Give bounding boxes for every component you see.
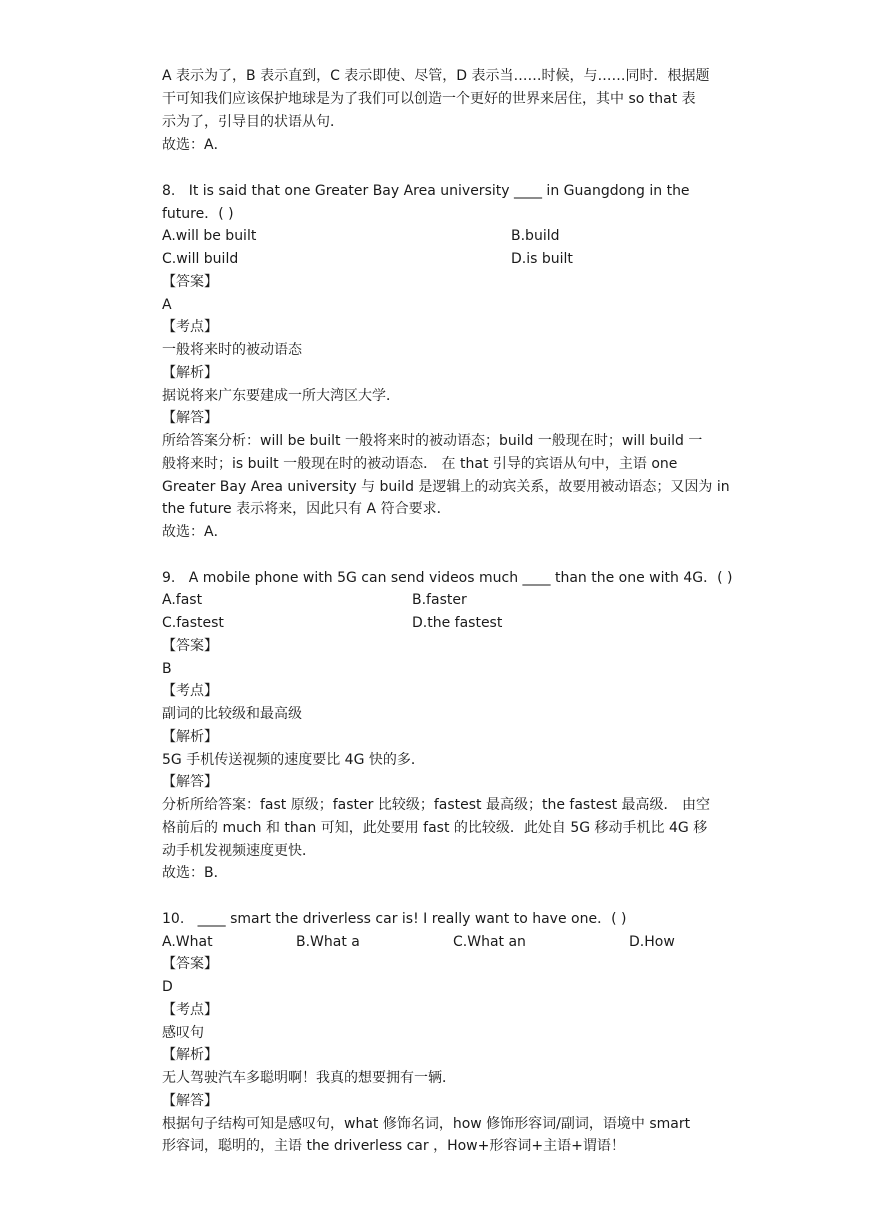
q9-answer: B	[162, 661, 172, 677]
q8-analysis-label: 【解析】	[162, 365, 218, 381]
q10-answer-label: 【答案】	[162, 956, 218, 972]
q10-option-a: A.What	[162, 934, 213, 950]
q8-option-c: C.will build	[162, 251, 239, 267]
q10-analysis-label: 【解析】	[162, 1047, 218, 1063]
q8-solution-line: Greater Bay Area university 与 build 是逻辑上的动宾关系，故要用被动语态；又因为 in	[162, 479, 730, 495]
q10-option-c: C.What an	[453, 934, 526, 950]
q8-point-label: 【考点】	[162, 319, 218, 335]
q8-answer: A	[162, 297, 172, 313]
intro-line: 干可知我们应该保护地球是为了我们可以创造一个更好的世界来居住，其中 so that 表	[162, 91, 696, 107]
q10-point: 感叹句	[162, 1025, 204, 1041]
q9-option-a: A.fast	[162, 592, 203, 608]
q10-analysis: 无人驾驶汽车多聪明啊！我真的想要拥有一辆．	[162, 1070, 456, 1086]
q9-choice: 故选：B．	[162, 865, 228, 881]
q9-point-label: 【考点】	[162, 683, 218, 699]
intro-line: A 表示为了，B 表示直到，C 表示即使、尽管，D 表示当……时候，与……同时．根据题	[162, 68, 710, 84]
q8-choice: 故选：A．	[162, 524, 228, 540]
q9-option-d: D.the fastest	[412, 615, 503, 631]
q8-stem: 8. It is said that one Greater Bay Area university ____ in Guangdong in the	[162, 183, 690, 199]
q8-solution-label: 【解答】	[162, 410, 218, 426]
q10-stem: 10. ____ smart the driverless car is! I really want to have one．( )	[162, 911, 627, 927]
q10-point-label: 【考点】	[162, 1002, 218, 1018]
q9-solution-line: 动手机发视频速度更快．	[162, 843, 316, 859]
q8-solution-line: 般将来时；is built 一般现在时的被动语态． 在 that 引导的宾语从句中，主语 one	[162, 456, 678, 472]
q10-solution-line: 根据句子结构可知是感叹句，what 修饰名词，how 修饰形容词/副词，语境中 smart	[162, 1116, 691, 1132]
q10-answer: D	[162, 979, 173, 995]
q10-option-b: B.What a	[296, 934, 360, 950]
q8-answer-label: 【答案】	[162, 274, 218, 290]
q8-stem-cont: future．( )	[162, 206, 234, 222]
q8-solution-line: 所给答案分析：will be built 一般将来时的被动语态；build 一般现在时；will build 一	[162, 433, 703, 449]
q9-analysis: 5G 手机传送视频的速度要比 4G 快的多．	[162, 752, 425, 768]
q9-option-b: B.faster	[412, 592, 467, 608]
q9-solution-label: 【解答】	[162, 774, 218, 790]
q8-option-b: B.build	[511, 228, 560, 244]
q9-solution-line: 分析所给答案：fast 原级；faster 比较级；fastest 最高级；the fastest 最高级． 由空	[162, 797, 711, 813]
intro-choice: 故选：A．	[162, 137, 228, 153]
q8-option-a: A.will be built	[162, 228, 257, 244]
q9-analysis-label: 【解析】	[162, 729, 218, 745]
q8-point: 一般将来时的被动语态	[162, 342, 302, 358]
q10-solution-line: 形容词，聪明的，主语 the driverless car ，How+形容词+主语+谓语！	[162, 1138, 625, 1154]
q8-analysis: 据说将来广东要建成一所大湾区大学．	[162, 388, 400, 404]
q9-point: 副词的比较级和最高级	[162, 706, 302, 722]
q8-option-d: D.is built	[511, 251, 573, 267]
q8-solution-line: the future 表示将来，因此只有 A 符合要求．	[162, 501, 451, 517]
q9-stem: 9. A mobile phone with 5G can send videos much ____ than the one with 4G．( )	[162, 570, 733, 586]
q9-option-c: C.fastest	[162, 615, 224, 631]
q10-solution-label: 【解答】	[162, 1093, 218, 1109]
q9-solution-line: 格前后的 much 和 than 可知，此处要用 fast 的比较级．此处自 5G 移动手机比 4G 移	[162, 820, 708, 836]
intro-line: 示为了，引导目的状语从句．	[162, 114, 344, 130]
q9-answer-label: 【答案】	[162, 638, 218, 654]
q10-option-d: D.How	[629, 934, 675, 950]
